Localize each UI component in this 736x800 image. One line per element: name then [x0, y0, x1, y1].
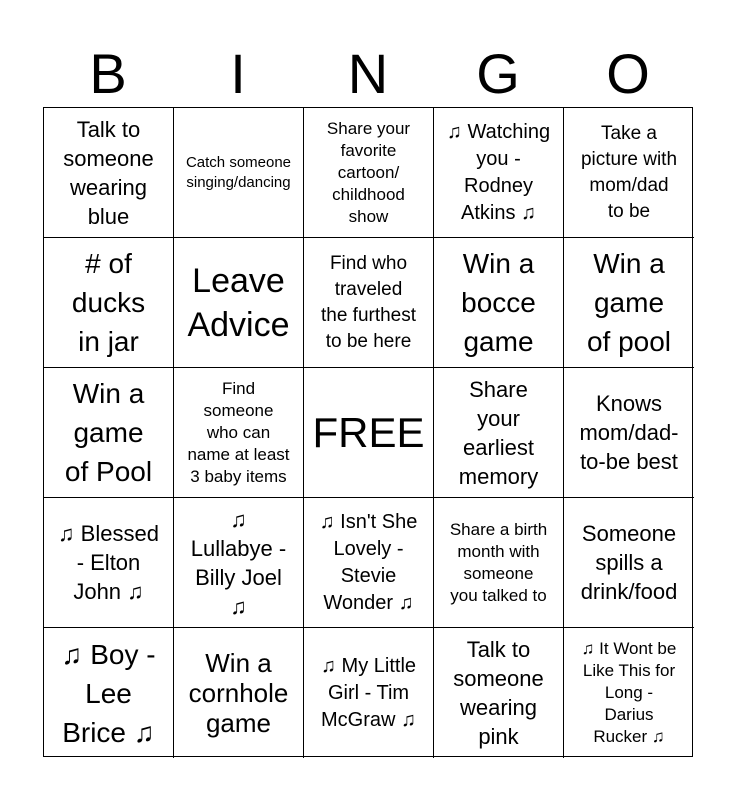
cell-text: Win a bocce game	[461, 248, 536, 357]
bingo-cell[interactable]	[304, 238, 434, 368]
bingo-cell[interactable]	[434, 238, 564, 368]
bingo-cell[interactable]	[174, 498, 304, 628]
bingo-cell[interactable]	[434, 628, 564, 758]
cell-text: Win a game of pool	[586, 248, 672, 357]
bingo-cell[interactable]	[434, 368, 564, 498]
cell-text: # of ducks in jar	[71, 248, 146, 357]
cell-text: Leave Advice	[187, 261, 290, 344]
cell-text: ♫ It Wont be Like This for Long - Darius Rucker ♫	[581, 639, 677, 746]
header-letter-n: N	[347, 42, 389, 105]
cell-text: FREE	[312, 408, 425, 456]
cell-text: Find who traveled the furthest to be here	[320, 252, 417, 352]
bingo-cell[interactable]	[564, 498, 694, 628]
bingo-free-cell[interactable]	[304, 368, 434, 498]
bingo-cell[interactable]	[44, 628, 174, 758]
cell-text: Talk to someone wearing blue	[63, 116, 154, 229]
cell-text: Someone spills a drink/food	[580, 521, 678, 604]
bingo-cell[interactable]	[564, 628, 694, 758]
cell-text: Share a birth month with someone you talked to	[449, 519, 548, 605]
header-letter-o: O	[606, 42, 650, 105]
cell-text: ♫ Blessed - Elton John ♫	[58, 521, 159, 604]
cell-text: Catch someone singing/dancing	[185, 153, 292, 191]
cell-text: Take a picture with mom/dad to be	[580, 122, 678, 222]
bingo-cell[interactable]	[564, 238, 694, 368]
cell-text: Talk to someone wearing pink	[453, 637, 544, 749]
bingo-cell[interactable]	[304, 108, 434, 238]
cell-text: ♫ My Little Girl - Tim McGraw ♫	[320, 654, 417, 731]
cell-text: Knows mom/dad- to-be best	[579, 391, 679, 474]
bingo-cell[interactable]	[434, 108, 564, 238]
bingo-cell[interactable]	[174, 628, 304, 758]
bingo-cell[interactable]	[174, 368, 304, 498]
bingo-cell[interactable]	[434, 498, 564, 628]
bingo-cell[interactable]	[44, 108, 174, 238]
cell-text: Win a cornhole game	[188, 648, 289, 738]
cell-text: ♫ Boy - Lee Brice ♫	[61, 638, 156, 748]
bingo-cell[interactable]	[564, 368, 694, 498]
bingo-grid	[43, 107, 693, 757]
cell-text: Share your earliest memory	[458, 376, 539, 489]
cell-text: Share your favorite cartoon/ childhood show	[326, 118, 411, 226]
header-letter-b: B	[89, 42, 127, 105]
bingo-header	[43, 40, 693, 108]
bingo-cell[interactable]	[44, 498, 174, 628]
cell-text: ♫ Isn't She Lovely - Stevie Wonder ♫	[319, 510, 418, 614]
bingo-cell[interactable]	[304, 628, 434, 758]
cell-text: Find someone who can name at least 3 baby items	[187, 378, 290, 486]
cell-text: ♫ Watching you - Rodney Atkins ♫	[446, 120, 551, 224]
bingo-cell[interactable]	[304, 498, 434, 628]
bingo-cell[interactable]	[174, 108, 304, 238]
bingo-cell[interactable]	[564, 108, 694, 238]
bingo-cell[interactable]	[44, 368, 174, 498]
cell-text: Win a game of Pool	[64, 378, 153, 487]
bingo-cell[interactable]	[44, 238, 174, 368]
cell-text: ♫ Lullabye - Billy Joel ♫	[190, 506, 287, 619]
bingo-cell[interactable]	[174, 238, 304, 368]
header-letter-i: I	[230, 42, 246, 105]
header-letter-g: G	[476, 42, 520, 105]
